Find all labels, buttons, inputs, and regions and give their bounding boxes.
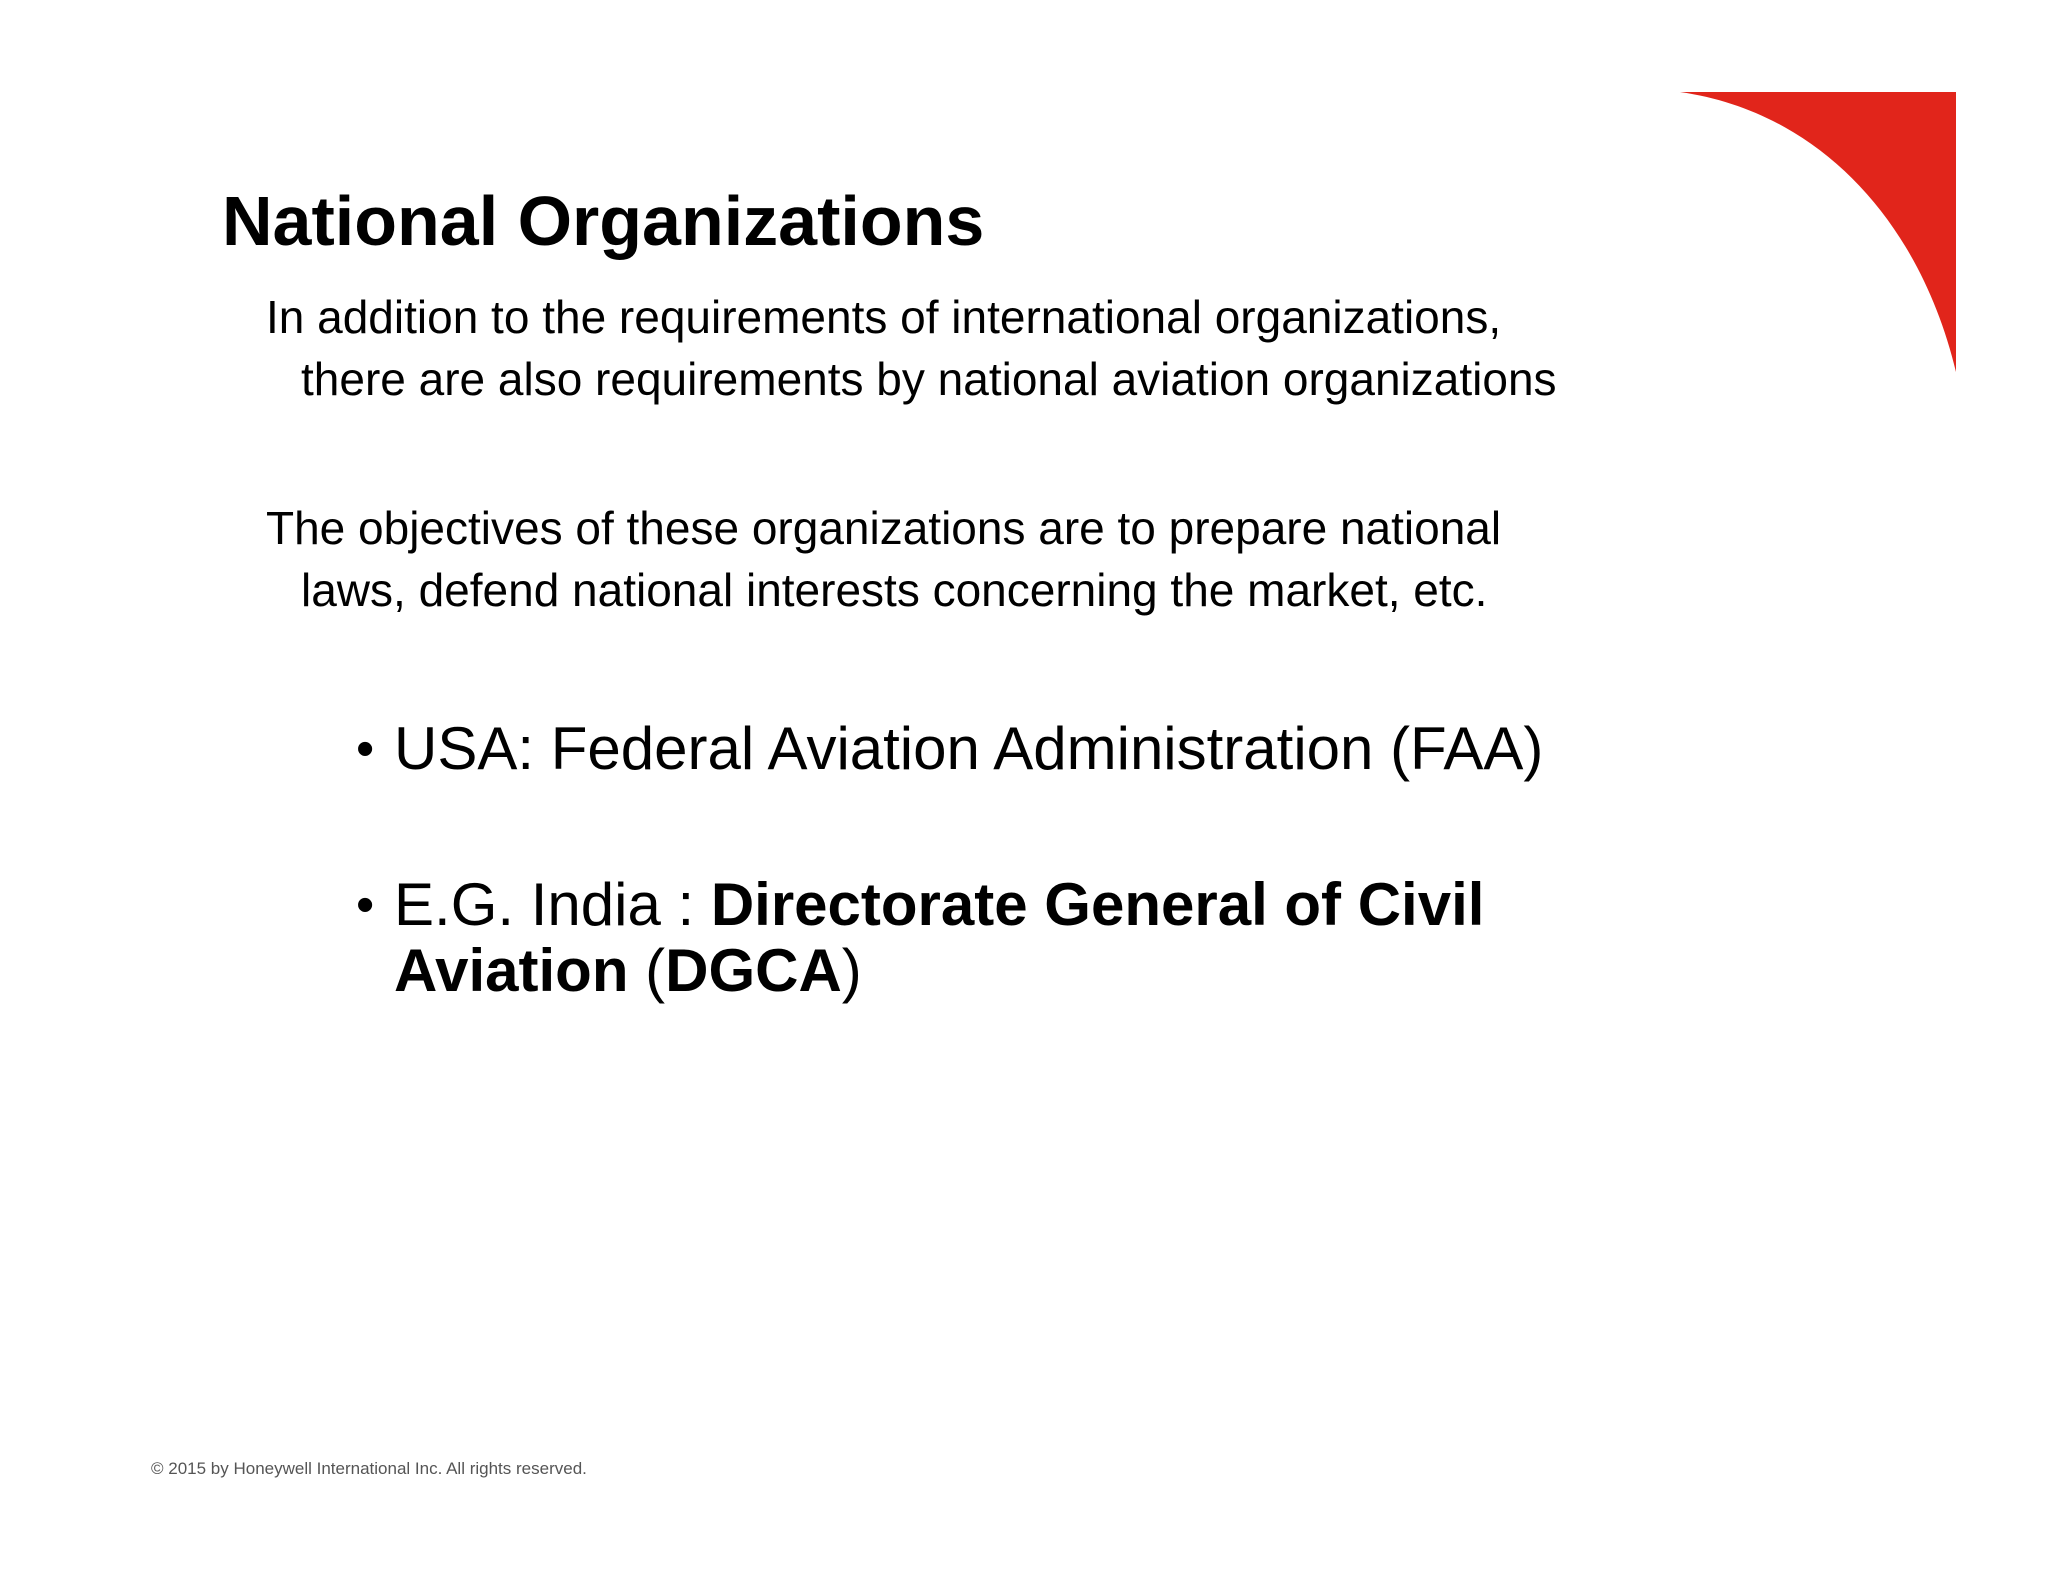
bullet-list-india (356, 872, 1484, 1004)
bullet-item-faa (356, 716, 1543, 782)
swoosh-shape (1680, 92, 1956, 372)
bullet-marker: • (356, 720, 375, 778)
copyright-footer: © 2015 by Honeywell International Inc. All rights reserved. (151, 1459, 587, 1478)
objectives-line-2: laws, defend national interests concerning the market, etc. (301, 564, 1488, 616)
slide-title: National Organizations (222, 182, 985, 260)
bullet-bold-dgca-name-1: Directorate General of Civil (710, 871, 1485, 938)
bullet-prefix-india: E.G. India : (394, 871, 711, 938)
bullet-item-dgca (356, 872, 1484, 1004)
intro-line-1: In addition to the requirements of international organizations, (266, 291, 1502, 343)
bullet-marker: • (356, 876, 375, 934)
bullet-bold-dgca-name-2: Aviation (394, 937, 629, 1004)
red-corner-swoosh (1680, 92, 1960, 374)
bullet-text-faa: USA: Federal Aviation Administration (FAA) (394, 715, 1544, 782)
objectives-line-1: The objectives of these organizations are to prepare national (266, 502, 1502, 554)
bullet-open-paren: ( (628, 937, 666, 1004)
intro-line-2: there are also requirements by national aviation organizations (301, 353, 1557, 405)
bullet-close-paren: ) (841, 937, 862, 1004)
bullet-list-usa (356, 716, 1543, 782)
intro-paragraph (266, 286, 1557, 410)
objectives-paragraph (266, 497, 1501, 621)
bullet-bold-dgca-acronym: DGCA (665, 937, 842, 1004)
